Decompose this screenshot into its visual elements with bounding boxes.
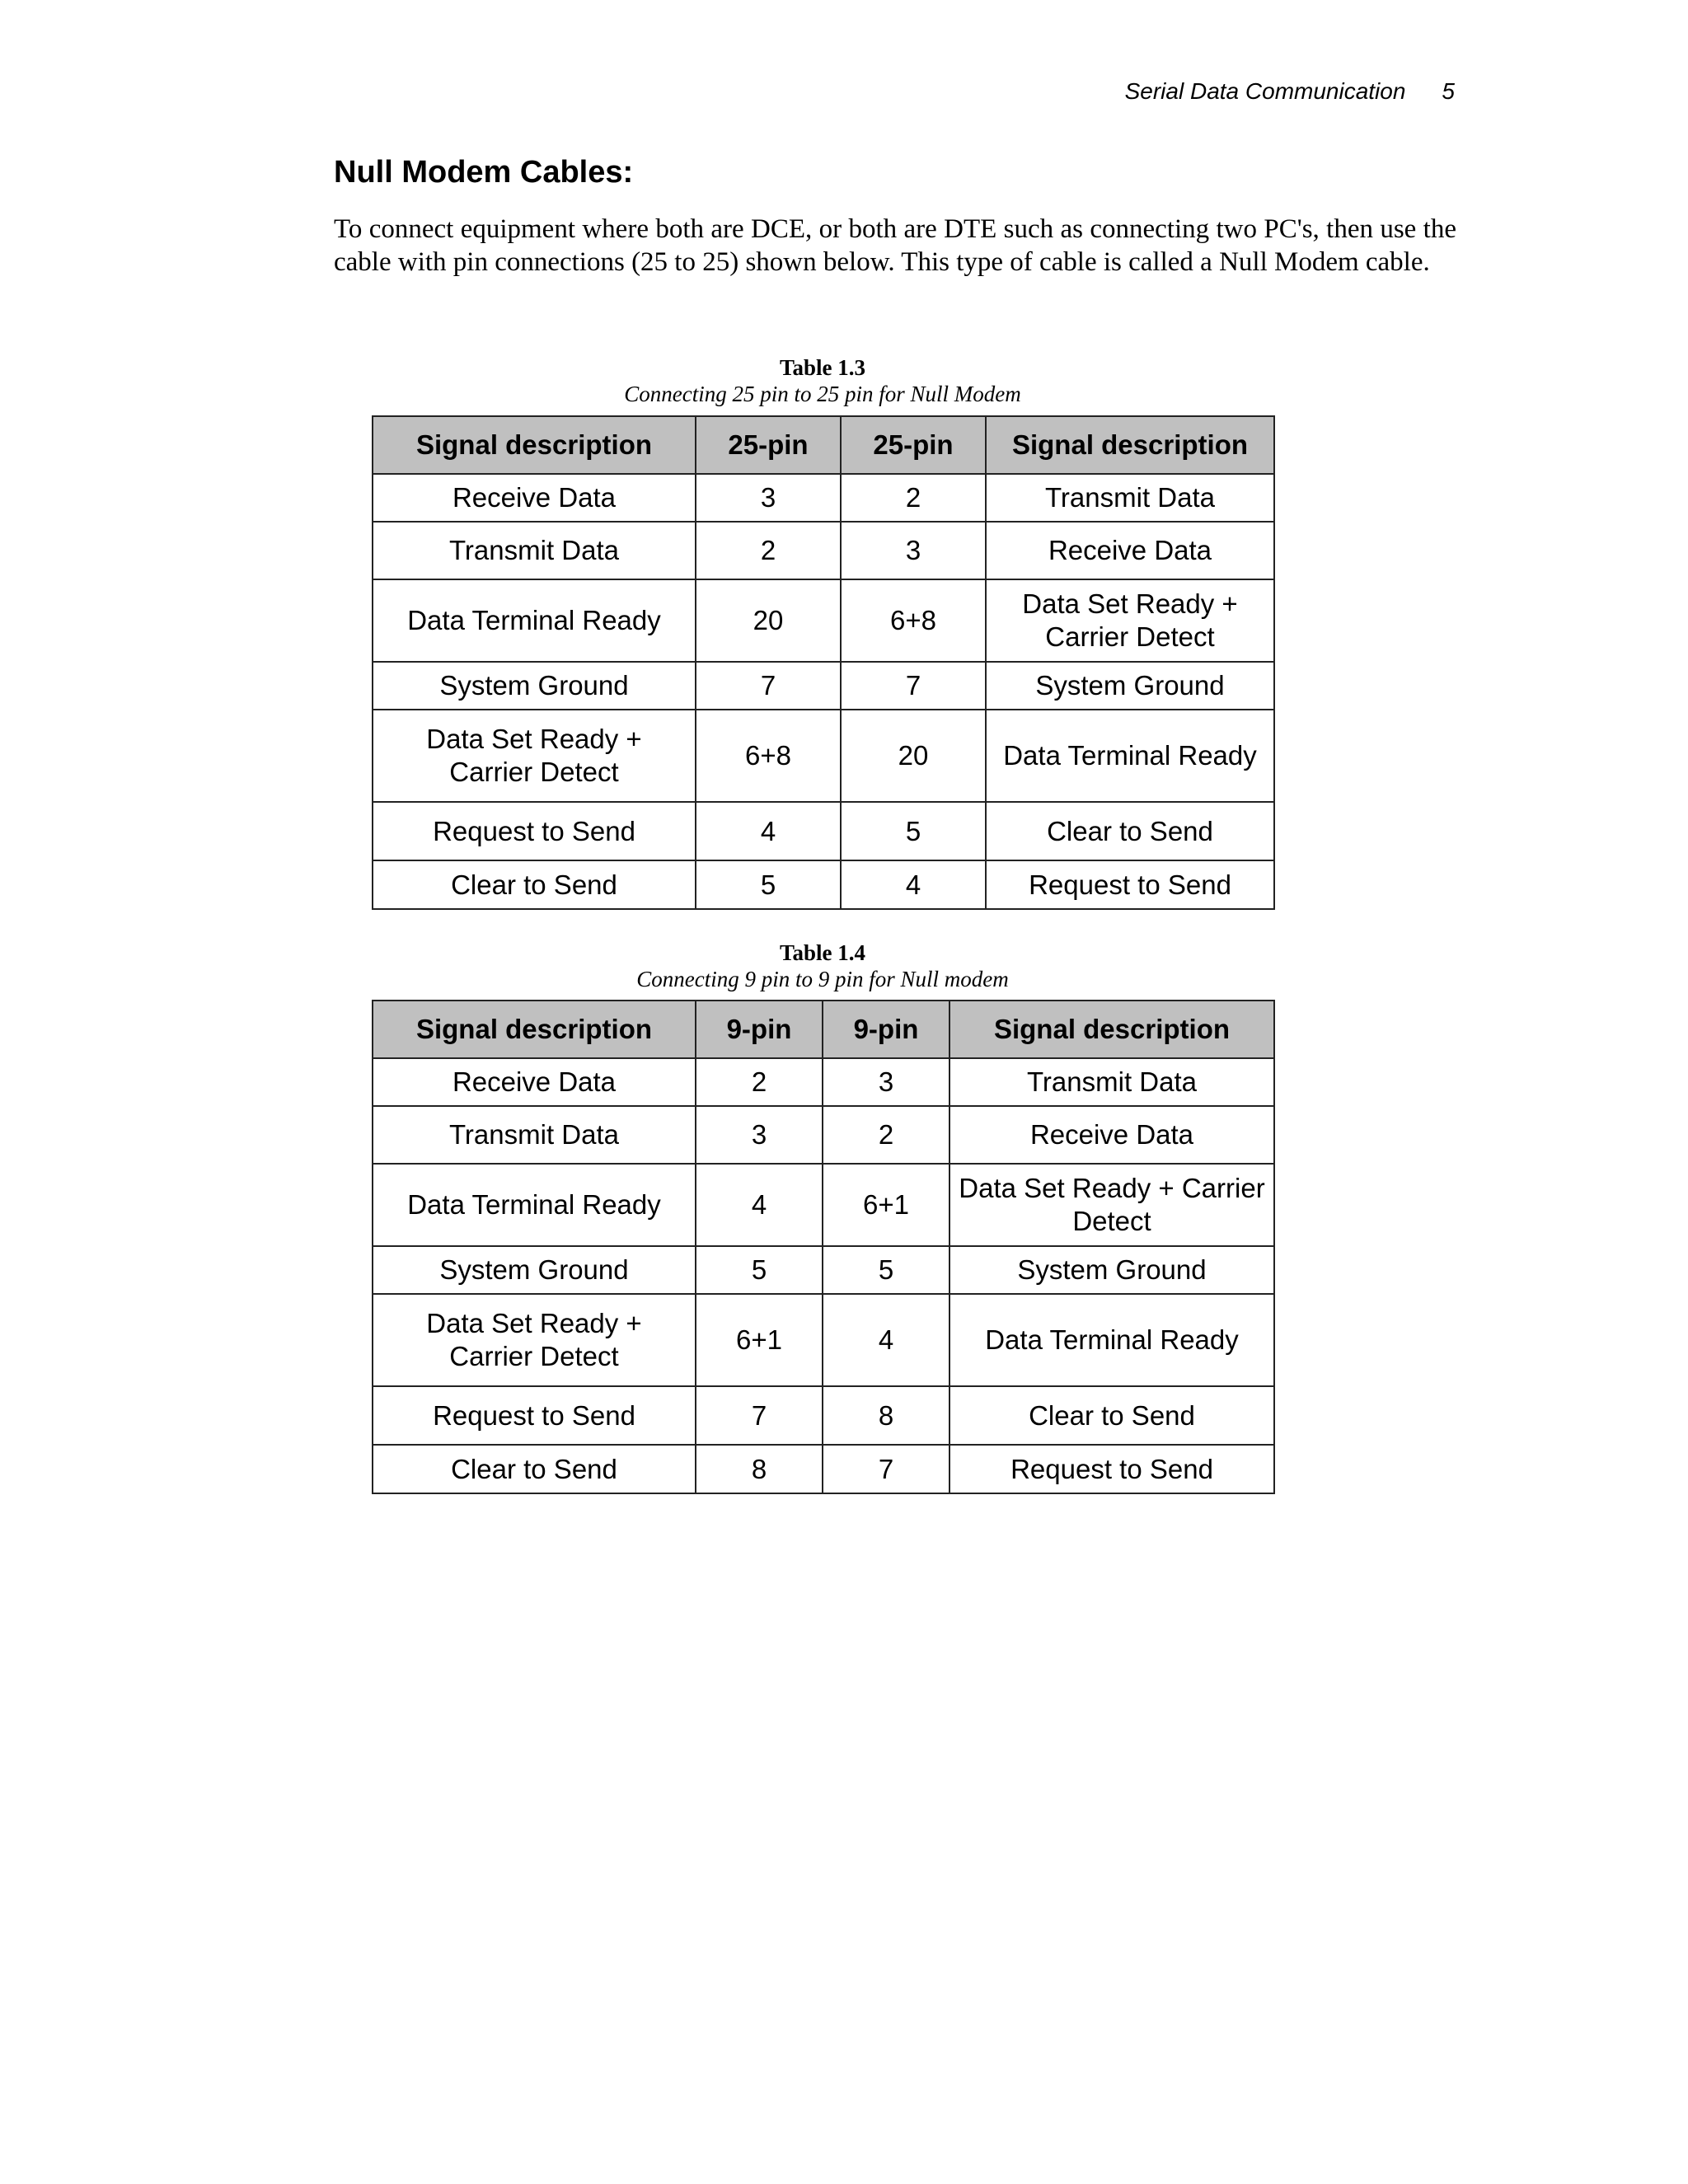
table-cell: 4 — [823, 1294, 950, 1386]
column-header: 25-pin — [841, 416, 986, 474]
table-cell: Data Terminal Ready — [950, 1294, 1274, 1386]
table-row — [373, 474, 1274, 522]
table-cell: 7 — [841, 662, 986, 710]
table-header-row — [373, 416, 1274, 474]
table-cell: 4 — [696, 802, 841, 860]
table-cell: 3 — [696, 474, 841, 522]
table-cell: Data Terminal Ready — [986, 710, 1274, 802]
column-header: Signal description — [373, 1001, 696, 1058]
table-cell: Request to Send — [950, 1445, 1274, 1493]
table-25-pin-null-modem — [372, 415, 1275, 910]
table-label: Table 1.4 — [779, 940, 866, 965]
table-cell: 5 — [696, 1246, 823, 1294]
table-cell: Data Set Ready + Carrier Detect — [373, 1294, 696, 1386]
table-cell: Request to Send — [373, 802, 696, 860]
table-row — [373, 662, 1274, 710]
table-cell: 4 — [696, 1164, 823, 1246]
table-cell: 8 — [823, 1386, 950, 1445]
table-cell: 6+1 — [696, 1294, 823, 1386]
table-cell: Clear to Send — [950, 1386, 1274, 1445]
table-cell: 2 — [696, 1058, 823, 1106]
table-cell: 20 — [841, 710, 986, 802]
table-row — [373, 1294, 1274, 1386]
table-row — [373, 860, 1274, 909]
table-cell: Clear to Send — [986, 802, 1274, 860]
table-cell: 6+1 — [823, 1164, 950, 1246]
table-cell: 4 — [841, 860, 986, 909]
table-row — [373, 1058, 1274, 1106]
table-cell: 5 — [696, 860, 841, 909]
table-cell: Transmit Data — [373, 522, 696, 579]
table-header-row — [373, 1001, 1274, 1058]
table-cell: Request to Send — [986, 860, 1274, 909]
table-cell: 3 — [841, 522, 986, 579]
column-header: 9-pin — [823, 1001, 950, 1058]
table-cell: Data Terminal Ready — [373, 1164, 696, 1246]
table-cell: System Ground — [373, 662, 696, 710]
section-title: Null Modem Cables: — [334, 155, 634, 190]
table-cell: Data Set Ready + Carrier Detect — [373, 710, 696, 802]
table-row — [373, 1106, 1274, 1164]
table-cell: 2 — [823, 1106, 950, 1164]
table-cell: Receive Data — [950, 1106, 1274, 1164]
table-cell: Receive Data — [373, 1058, 696, 1106]
table-cell: 5 — [841, 802, 986, 860]
table-cell: Data Set Ready + Carrier Detect — [950, 1164, 1274, 1246]
table-description: Connecting 25 pin to 25 pin for Null Modem — [624, 382, 1021, 406]
table-cell: 20 — [696, 579, 841, 662]
table-cell: 6+8 — [841, 579, 986, 662]
table-cell: 2 — [696, 522, 841, 579]
running-header — [1125, 78, 1455, 105]
table-cell: 2 — [841, 474, 986, 522]
table-cell: Transmit Data — [986, 474, 1274, 522]
table-row — [373, 710, 1274, 802]
table-9-pin-null-modem — [372, 1000, 1275, 1494]
table-1-4-caption — [371, 940, 1274, 992]
table-cell: System Ground — [950, 1246, 1274, 1294]
table-cell: 7 — [696, 662, 841, 710]
table-cell: Request to Send — [373, 1386, 696, 1445]
table-row — [373, 522, 1274, 579]
column-header: Signal description — [950, 1001, 1274, 1058]
table-cell: 3 — [696, 1106, 823, 1164]
page-number: 5 — [1442, 78, 1455, 104]
running-title: Serial Data Communication — [1124, 78, 1406, 104]
table-cell: 6+8 — [696, 710, 841, 802]
column-header: Signal description — [986, 416, 1274, 474]
table-cell: 7 — [696, 1386, 823, 1445]
column-header: 25-pin — [696, 416, 841, 474]
table-cell: 3 — [823, 1058, 950, 1106]
column-header: Signal description — [373, 416, 696, 474]
table-cell: Receive Data — [986, 522, 1274, 579]
table-1-3-caption — [371, 354, 1274, 407]
table-label: Table 1.3 — [779, 355, 866, 380]
table-cell: Transmit Data — [373, 1106, 696, 1164]
table-cell: 7 — [823, 1445, 950, 1493]
table-cell: System Ground — [373, 1246, 696, 1294]
table-cell: 8 — [696, 1445, 823, 1493]
table-cell: Transmit Data — [950, 1058, 1274, 1106]
table-cell: System Ground — [986, 662, 1274, 710]
table-row — [373, 1386, 1274, 1445]
table-cell: Data Set Ready + Carrier Detect — [986, 579, 1274, 662]
table-row — [373, 1445, 1274, 1493]
table-row — [373, 802, 1274, 860]
table-row — [373, 579, 1274, 662]
table-cell: Clear to Send — [373, 1445, 696, 1493]
table-row — [373, 1246, 1274, 1294]
table-description: Connecting 9 pin to 9 pin for Null modem — [636, 967, 1009, 991]
column-header: 9-pin — [696, 1001, 823, 1058]
table-cell: Clear to Send — [373, 860, 696, 909]
table-row — [373, 1164, 1274, 1246]
table-cell: 5 — [823, 1246, 950, 1294]
table-cell: Data Terminal Ready — [373, 579, 696, 662]
table-cell: Receive Data — [373, 474, 696, 522]
intro-paragraph: To connect equipment where both are DCE, or both are DTE such as connecting two PC's, then use the cable with pin connections (25 to 25) shown below. This type of cable is called a Null Modem cable. — [334, 214, 1456, 277]
